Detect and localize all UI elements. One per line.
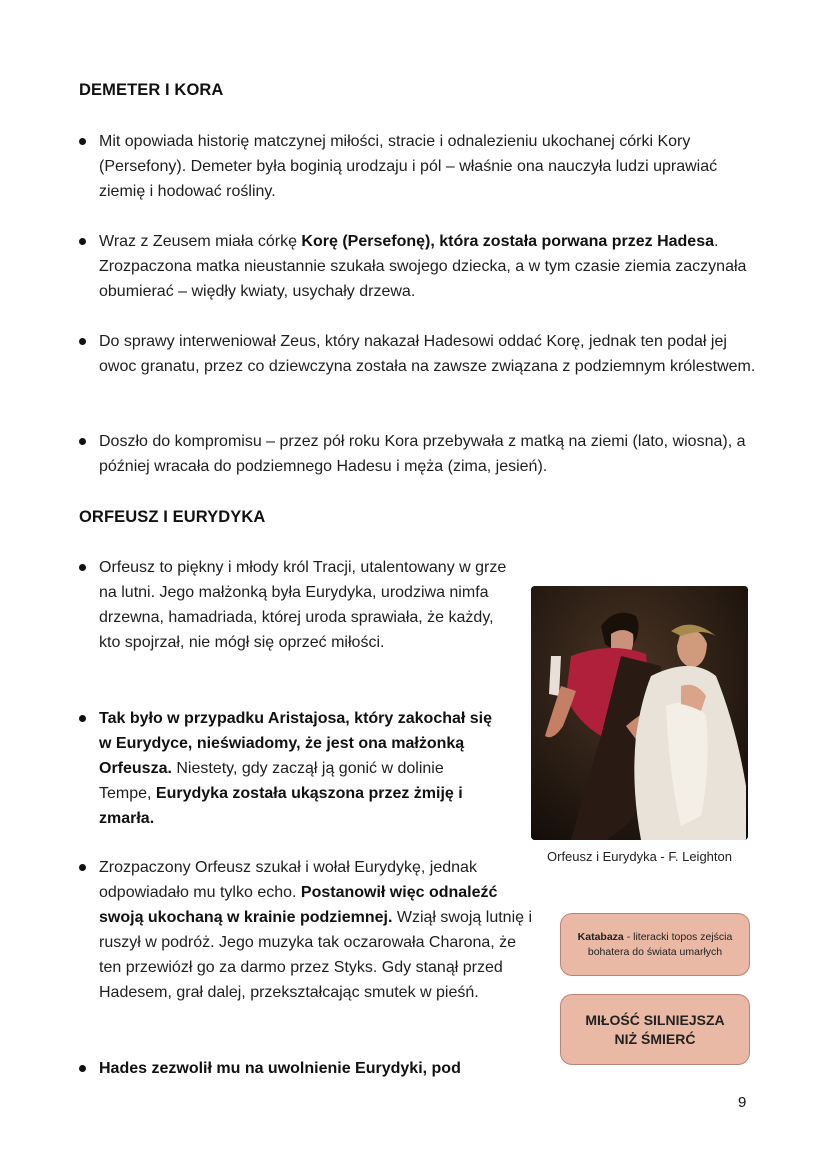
page-number: 9 <box>738 1094 747 1111</box>
bullet-text <box>99 555 519 655</box>
bullet-item <box>79 706 499 831</box>
bullet-dot <box>79 864 86 871</box>
painting-illustration <box>531 586 748 840</box>
bullet-text <box>99 706 499 831</box>
bold-text-run: Korę (Persefonę), która została porwana przez Hadesa <box>301 233 714 250</box>
bullet-dot <box>79 564 86 571</box>
bullet-item <box>79 1056 541 1081</box>
bullet-text <box>99 1056 541 1081</box>
text-run: Orfeusz to piękny i młody król Tracji, utalentowany w grze na lutni. Jego małżonką była Eurydyka, urodziwa nimfa drzewna, hamadriada, której uroda sprawiała, że każdy, kto spojrzał, nie mógł się oprzeć miłości. <box>99 559 507 651</box>
bullet-text <box>99 229 759 304</box>
bullet-item <box>79 229 759 304</box>
bullet-dot <box>79 238 86 245</box>
bullet-item <box>79 129 759 204</box>
bullet-text <box>99 129 759 204</box>
katabaza-term: Katabaza <box>577 930 624 943</box>
bullet-item <box>79 329 759 379</box>
bullet-item <box>79 429 769 479</box>
text-run: . Zrozpaczona matka nieustannie szukała swojego dziecka, a w tym czasie ziemia zaczynała obumierać – więdły kwiaty, usychały drzewa. <box>99 233 747 300</box>
painting-orpheus-eurydice <box>531 586 748 840</box>
bullet-item <box>79 855 541 1005</box>
bold-text-run: Postanowił więc odnaleźć swoją ukochaną w krainie podziemnej. <box>99 884 498 926</box>
bullet-text <box>99 329 759 379</box>
text-run: Wraz z Zeusem miała córkę <box>99 233 302 250</box>
text-run: Mit opowiada historię matczynej miłości, stracie i odnalezieniu ukochanej córki Kory (Persefony). Demeter była boginią urodzaju i pól – właśnie ona nauczyła ludzi uprawiać ziemię i hodować rośliny. <box>99 133 718 200</box>
section-heading-demeter: DEMETER I KORA <box>79 81 224 99</box>
bullet-text <box>99 429 769 479</box>
text-run: Doszło do kompromisu – przez pół roku Kora przebywała z matką na ziemi (lato, wiosna), a później wracała do podziemnego Hadesu i męża (zima, jesień). <box>99 433 746 475</box>
katabaza-info-box <box>560 913 750 976</box>
text-run: Zrozpaczony Orfeusz szukał i wołał Eurydykę, jednak odpowiadało mu tylko echo. <box>99 859 477 901</box>
love-box-text: MIŁOŚĆ SILNIEJSZA NIŻ ŚMIERĆ <box>585 1011 725 1047</box>
bold-text-run: Hades zezwolił mu na uwolnienie Eurydyki, pod <box>99 1060 461 1077</box>
bullet-dot <box>79 138 86 145</box>
bullet-dot <box>79 338 86 345</box>
lyre-shape <box>549 656 561 696</box>
text-run: Do sprawy interweniował Zeus, który nakazał Hadesowi oddać Korę, jednak ten podał jej owoc granatu, przez co dziewczyna została na zawsze związana z podziemnym królestwem. <box>99 333 756 375</box>
bullet-dot <box>79 1065 86 1072</box>
bullet-text <box>99 855 541 1005</box>
painting-caption: Orfeusz i Eurydyka - F. Leighton <box>547 849 732 864</box>
section-heading-orfeusz: ORFEUSZ I EURYDYKA <box>79 508 266 526</box>
text-run: Niestety, gdy zaczął ją gonić w dolinie Tempe, <box>99 760 444 802</box>
love-stronger-than-death-box <box>560 994 750 1065</box>
bullet-dot <box>79 715 86 722</box>
bold-text-run: Eurydyka została ukąszona przez żmiję i zmarła. <box>99 785 463 827</box>
bold-text-run: Tak było w przypadku Aristajosa, który zakochał się w Eurydyce, nieświadomy, że jest ona małżonką Orfeusza. <box>99 710 493 777</box>
text-run: Wziął swoją lutnię i ruszył w podróż. Jego muzyka tak oczarowała Charona, że ten przewiózł go za darmo przez Styks. Gdy stanął przed Hadesem, grał dalej, przekształcając smutek w pieśń. <box>99 909 533 1001</box>
bullet-dot <box>79 438 86 445</box>
bullet-item <box>79 555 519 655</box>
katabaza-definition: - literacki topos zejścia bohatera do świata umarłych <box>587 930 733 958</box>
